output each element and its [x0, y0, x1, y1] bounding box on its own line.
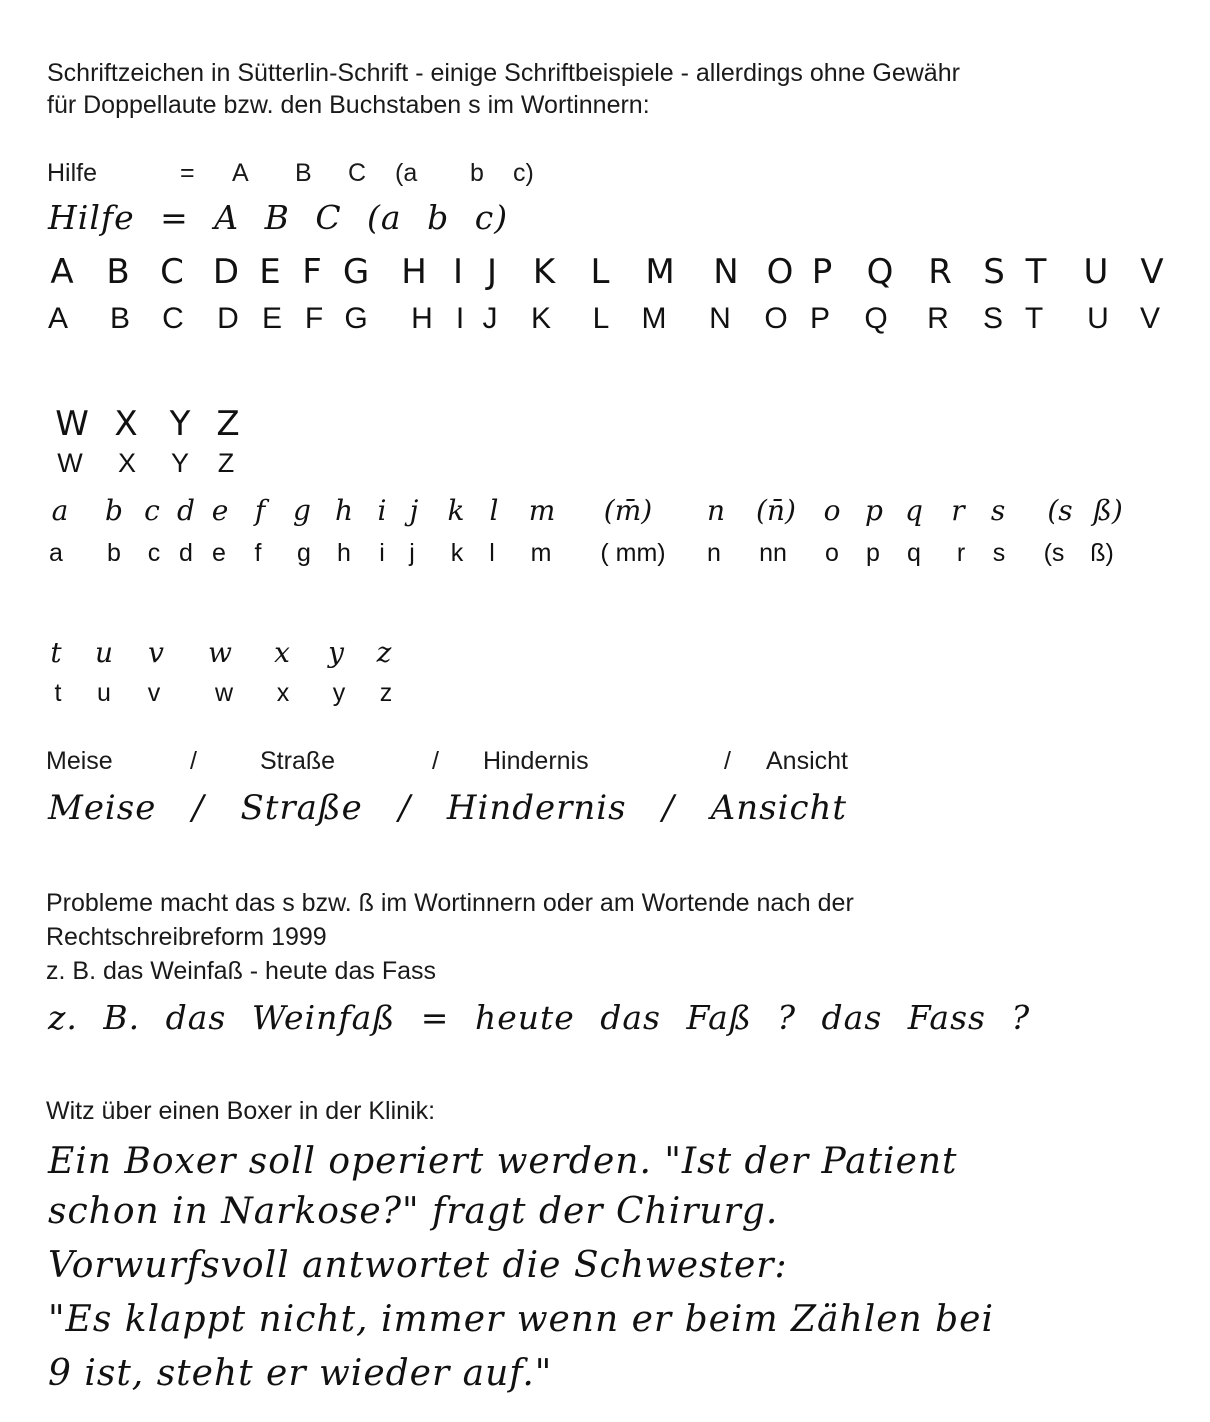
script-upper-k: K [532, 252, 556, 292]
latin-upper-d: D [217, 302, 239, 335]
script-lower-r: r [951, 494, 965, 527]
script-upper-t: T [1025, 252, 1047, 292]
latin-lower-mm: ( mm) [600, 539, 666, 567]
example-words-script: Meise / Straße / Hindernis / Ansicht [48, 788, 848, 828]
script-lower-d: d [177, 494, 195, 527]
script-lower-v: v [148, 636, 164, 669]
script-lower-g: g [293, 494, 311, 527]
joke-script-line-4: "Es klappt nicht, immer wenn er beim Zählen bei [48, 1299, 994, 1340]
latin-lower-u: u [97, 679, 111, 707]
latin-upper-p: P [809, 302, 830, 335]
latin-lower-t: t [54, 679, 62, 707]
latin-lower-g: g [297, 539, 311, 567]
script-lower-i: i [377, 494, 387, 527]
latin-upper-k: K [530, 302, 551, 335]
latin-lower-y: y [332, 679, 346, 707]
latin-upper-g: G [344, 302, 368, 335]
latin-lower-z: z [379, 679, 393, 707]
script-upper-s: S [983, 252, 1005, 292]
script-lower-p: p [865, 494, 883, 527]
script-upper-n: N [713, 252, 739, 292]
script-lower-k: k [447, 494, 465, 527]
script-upper-m: M [645, 252, 675, 292]
problem-line-3: z. B. das Weinfaß - heute das Fass [46, 957, 436, 985]
latin-upper-i: I [455, 302, 465, 335]
script-upper-w: W [55, 404, 89, 444]
script-lower-n: n [706, 494, 726, 527]
example-word-meise: Meise [46, 747, 113, 775]
script-lower-h: h [334, 494, 354, 527]
latin-upper-w: W [57, 448, 83, 478]
hilfe-char-b: B [295, 159, 312, 187]
script-upper-z: Z [216, 404, 240, 444]
latin-lower-nn: nn [759, 539, 787, 567]
latin-upper-j: J [482, 302, 498, 335]
latin-lower-h: h [337, 539, 351, 567]
intro-line-2: für Doppellaute bzw. den Buchstaben s im Wortinnern: [47, 91, 650, 119]
script-upper-l: L [590, 252, 610, 292]
script-lower-f: f [254, 494, 266, 527]
script-upper-a: A [50, 252, 74, 292]
latin-lower-w: w [214, 679, 234, 707]
script-upper-e: E [259, 252, 281, 292]
script-lower-e: e [211, 494, 229, 527]
hilfe-char-la: (a [395, 159, 418, 187]
latin-upper-o: O [764, 302, 788, 335]
script-upper-o: O [766, 252, 794, 292]
latin-upper-e: E [261, 302, 282, 335]
latin-lower-x: x [276, 679, 290, 707]
problem-line-2: Rechtschreibreform 1999 [46, 923, 327, 951]
example-word-ansicht: Ansicht [766, 747, 848, 775]
hilfe-char-a: A [232, 159, 249, 187]
script-upper-u: U [1083, 252, 1109, 292]
script-lower-u: u [94, 636, 114, 669]
script-upper-b: B [106, 252, 130, 292]
script-lower-j: j [409, 494, 419, 527]
joke-script-line-1: Ein Boxer soll operiert werden. "Ist der Patient [48, 1141, 958, 1182]
joke-script-line-2: schon in Narkose?" fragt der Chirurg. [48, 1191, 779, 1232]
script-lower-y: y [328, 636, 344, 669]
problem-script: z. B. das Weinfaß = heute das Faß ? das Fass ? [48, 998, 1031, 1037]
script-lower-c: c [144, 494, 160, 527]
latin-lower-r: r [956, 539, 966, 567]
latin-upper-z: Z [217, 448, 235, 478]
script-upper-h: H [401, 252, 427, 292]
script-upper-c: C [160, 252, 184, 292]
script-lower-l: l [489, 494, 499, 527]
hilfe-script: Hilfe = A B C (a b c) [48, 198, 509, 237]
latin-upper-r: R [927, 302, 949, 335]
latin-lower-i: i [379, 539, 385, 567]
script-lower-q: q [905, 494, 923, 527]
latin-lower-s: s [992, 539, 1006, 567]
example-separator-3: / [724, 747, 731, 775]
example-word-hindernis: Hindernis [483, 747, 589, 775]
script-lower-nn: (n̄) [756, 494, 796, 527]
latin-lower-v: v [147, 679, 161, 707]
script-lower-z: z [376, 636, 392, 669]
script-lower-eszett: ß) [1093, 494, 1123, 527]
latin-upper-x: X [117, 448, 136, 478]
latin-upper-c: C [162, 302, 184, 335]
latin-lower-d: d [179, 539, 193, 567]
latin-upper-t: T [1024, 302, 1044, 335]
latin-upper-s: S [982, 302, 1003, 335]
script-upper-i: I [452, 252, 464, 292]
script-upper-f: F [302, 252, 322, 292]
latin-lower-s-open: (s [1043, 539, 1065, 567]
joke-script-line-5: 9 ist, steht er wieder auf." [48, 1353, 553, 1394]
latin-upper-q: Q [864, 302, 888, 335]
latin-lower-p: p [866, 539, 880, 567]
script-upper-d: D [212, 252, 240, 292]
script-lower-b: b [105, 494, 123, 527]
script-lower-s-open: (s [1047, 494, 1073, 527]
script-lower-mm: (m̄) [603, 494, 653, 527]
script-lower-a: a [51, 494, 69, 527]
hilfe-word: Hilfe [47, 159, 98, 187]
latin-upper-v: V [1139, 302, 1160, 335]
latin-lower-k: k [450, 539, 464, 567]
latin-lower-o: o [825, 539, 839, 567]
hilfe-equals: = [180, 159, 195, 187]
latin-upper-f: F [304, 302, 324, 335]
latin-lower-e: e [212, 539, 226, 567]
script-lower-s: s [990, 494, 1006, 527]
intro-line-1: Schriftzeichen in Sütterlin-Schrift - einige Schriftbeispiele - allerdings ohne Gewähr [47, 59, 960, 87]
script-upper-x: X [114, 404, 138, 444]
latin-lower-l: l [489, 539, 495, 567]
latin-upper-b: B [109, 302, 130, 335]
script-lower-x: x [274, 636, 290, 669]
script-lower-o: o [823, 494, 841, 527]
joke-script-line-3: Vorwurfsvoll antwortet die Schwester: [48, 1245, 788, 1286]
latin-lower-j: j [409, 539, 415, 567]
script-upper-y: Y [169, 404, 191, 444]
script-lower-t: t [50, 636, 62, 669]
latin-lower-eszett: ß) [1090, 539, 1114, 567]
joke-heading: Witz über einen Boxer in der Klinik: [46, 1097, 436, 1125]
example-separator-2: / [432, 747, 439, 775]
latin-lower-c: c [147, 539, 161, 567]
script-upper-p: P [811, 252, 833, 292]
latin-upper-m: M [641, 302, 667, 335]
latin-upper-h: H [411, 302, 433, 335]
latin-upper-l: L [592, 302, 610, 335]
script-lower-m: m [528, 494, 556, 527]
latin-lower-n: n [707, 539, 721, 567]
latin-lower-b: b [107, 539, 121, 567]
latin-lower-m: m [530, 539, 552, 567]
latin-upper-n: N [709, 302, 731, 335]
latin-upper-y: Y [170, 448, 189, 478]
hilfe-char-lc: c) [513, 159, 534, 187]
script-lower-w: w [208, 636, 232, 669]
script-upper-v: V [1140, 252, 1164, 292]
hilfe-char-lb: b [470, 159, 484, 187]
script-upper-r: R [928, 252, 952, 292]
hilfe-char-c: C [348, 159, 367, 187]
script-upper-g: G [342, 252, 370, 292]
latin-upper-u: U [1087, 302, 1109, 335]
latin-upper-a: A [47, 302, 68, 335]
latin-lower-f: f [254, 539, 262, 567]
script-upper-q: Q [866, 252, 894, 292]
problem-line-1: Probleme macht das s bzw. ß im Wortinnern oder am Wortende nach der [46, 889, 854, 917]
example-word-strasse: Straße [260, 747, 336, 775]
script-upper-j: J [486, 252, 498, 292]
example-separator-1: / [190, 747, 197, 775]
latin-lower-q: q [907, 539, 921, 567]
latin-lower-a: a [49, 539, 63, 567]
